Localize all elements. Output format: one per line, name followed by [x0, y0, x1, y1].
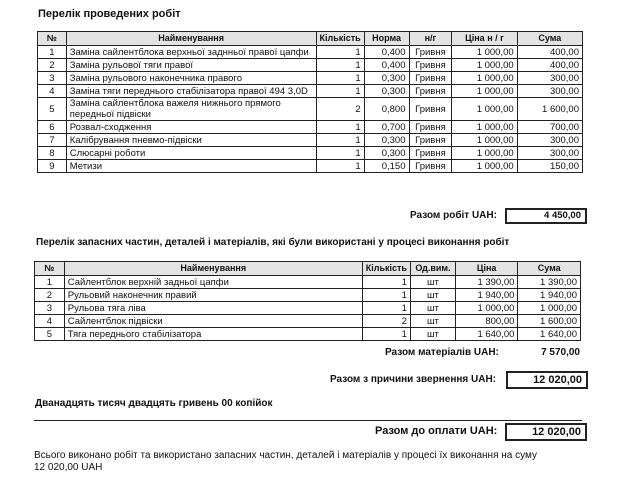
row-number: 4 [35, 315, 65, 328]
works-col-name: Найменування [66, 32, 316, 46]
work-norm: 0,800 [364, 98, 409, 121]
works-col-norm: Норма [364, 32, 409, 46]
parts-col-qty: Кількість [362, 262, 410, 276]
work-price: 1 000,00 [452, 59, 517, 72]
work-qty: 1 [316, 85, 364, 98]
part-name: Сайлентблок підвіски [64, 315, 362, 328]
parts-total-label: Разом матеріалів UAH: [385, 347, 499, 358]
work-norm: 0,700 [364, 121, 409, 134]
table-row [38, 147, 583, 160]
work-qty: 2 [316, 98, 364, 121]
row-number: 1 [38, 46, 67, 59]
work-name: Заміна тяги переднього стабілізатора правої 494 3,0D [66, 85, 316, 98]
parts-total-value: 7 570,00 [541, 347, 580, 358]
work-sum: 150,00 [517, 160, 582, 173]
work-norm: 0,150 [364, 160, 409, 173]
works-table [37, 31, 583, 173]
work-qty: 1 [316, 59, 364, 72]
amount-in-words: Дванадцять тисяч двадцять гривень 00 копійок [35, 398, 273, 409]
work-name: Заміна рульової тяги правої [66, 59, 316, 72]
work-name: Заміна рульового наконечника правого [66, 72, 316, 85]
work-name: Заміна сайлентблока верхньої заднньої правої цапфи [66, 46, 316, 59]
work-unit: Гривня [409, 134, 452, 147]
work-unit: Гривня [409, 85, 452, 98]
work-unit: Гривня [409, 121, 452, 134]
table-row [35, 315, 581, 328]
row-number: 2 [35, 289, 65, 302]
work-name: Калібрування пневмо-підвіски [66, 134, 316, 147]
parts-table [34, 261, 581, 341]
work-unit: Гривня [409, 160, 452, 173]
parts-header-row [35, 262, 581, 276]
part-sum: 1 640,00 [518, 328, 581, 341]
works-total-label: Разом робіт UAH: [410, 210, 497, 221]
row-number: 5 [38, 98, 67, 121]
work-name: Метизи [66, 160, 316, 173]
table-row [35, 328, 581, 341]
work-qty: 1 [316, 121, 364, 134]
work-sum: 300,00 [517, 147, 582, 160]
work-price: 1 000,00 [452, 134, 517, 147]
part-unit: шт [410, 315, 455, 328]
work-price: 1 000,00 [452, 46, 517, 59]
work-unit: Гривня [409, 59, 452, 72]
work-price: 1 000,00 [452, 160, 517, 173]
part-qty: 1 [362, 276, 410, 289]
works-title: Перелік проведених робіт [38, 8, 181, 20]
work-sum: 1 600,00 [517, 98, 582, 121]
row-number: 4 [38, 85, 67, 98]
table-row [35, 276, 581, 289]
works-header-row [38, 32, 583, 46]
work-unit: Гривня [409, 46, 452, 59]
parts-col-name: Найменування [64, 262, 362, 276]
works-total-value: 4 450,00 [505, 208, 587, 224]
part-price: 1 940,00 [455, 289, 518, 302]
summary-note-line1: Всього виконано робіт та використано запасних частин, деталей і матеріалів у процесі їх виконання на суму [34, 450, 538, 461]
part-price: 1 000,00 [455, 302, 518, 315]
part-sum: 1 000,00 [518, 302, 581, 315]
pay-value: 12 020,00 [505, 423, 587, 441]
row-number: 6 [38, 121, 67, 134]
parts-title: Перелік запасних частин, деталей і матеріалів, які були використані у процесі виконання робіт [36, 237, 510, 248]
works-col-qty: Кількість [316, 32, 364, 46]
work-norm: 0,300 [364, 72, 409, 85]
row-number: 9 [38, 160, 67, 173]
work-price: 1 000,00 [452, 72, 517, 85]
parts-col-unit: Од.вим. [410, 262, 455, 276]
part-price: 1 390,00 [455, 276, 518, 289]
work-sum: 300,00 [517, 72, 582, 85]
table-row [35, 302, 581, 315]
table-row [38, 160, 583, 173]
table-row [38, 85, 583, 98]
work-price: 1 000,00 [452, 147, 517, 160]
parts-col-sum: Сума [518, 262, 581, 276]
divider [34, 420, 582, 421]
table-row [38, 46, 583, 59]
row-number: 1 [35, 276, 65, 289]
works-col-unit: н/г [409, 32, 452, 46]
work-norm: 0,400 [364, 59, 409, 72]
table-row [35, 289, 581, 302]
row-number: 8 [38, 147, 67, 160]
work-norm: 0,300 [364, 147, 409, 160]
table-row [38, 98, 583, 121]
part-qty: 1 [362, 302, 410, 315]
part-name: Тяга переднього стабілізатора [64, 328, 362, 341]
work-price: 1 000,00 [452, 98, 517, 121]
work-qty: 1 [316, 46, 364, 59]
part-unit: шт [410, 328, 455, 341]
pay-label: Разом до оплати UAH: [375, 425, 498, 437]
work-name: Розвал-сходження [66, 121, 316, 134]
work-name: Слюсарні роботи [66, 147, 316, 160]
works-col-price: Ціна н / г [452, 32, 517, 46]
table-row [38, 134, 583, 147]
work-norm: 0,300 [364, 134, 409, 147]
part-sum: 1 600,00 [518, 315, 581, 328]
row-number: 3 [35, 302, 65, 315]
part-name: Сайлентблок верхній задньої цапфи [64, 276, 362, 289]
table-row [38, 121, 583, 134]
row-number: 5 [35, 328, 65, 341]
part-name: Рульова тяга ліва [64, 302, 362, 315]
part-qty: 2 [362, 315, 410, 328]
work-unit: Гривня [409, 147, 452, 160]
work-sum: 400,00 [517, 46, 582, 59]
part-unit: шт [410, 302, 455, 315]
part-sum: 1 940,00 [518, 289, 581, 302]
row-number: 7 [38, 134, 67, 147]
work-price: 1 000,00 [452, 85, 517, 98]
work-unit: Гривня [409, 72, 452, 85]
row-number: 2 [38, 59, 67, 72]
work-qty: 1 [316, 147, 364, 160]
work-qty: 1 [316, 134, 364, 147]
work-norm: 0,300 [364, 85, 409, 98]
parts-col-num: № [35, 262, 65, 276]
work-name: Заміна сайлентблока важеля нижнього прямого передньої підвіски [66, 98, 316, 121]
part-unit: шт [410, 289, 455, 302]
table-row [38, 59, 583, 72]
part-unit: шт [410, 276, 455, 289]
work-qty: 1 [316, 72, 364, 85]
parts-col-price: Ціна [455, 262, 518, 276]
row-number: 3 [38, 72, 67, 85]
part-name: Рульовий наконечник правий [64, 289, 362, 302]
part-price: 1 640,00 [455, 328, 518, 341]
work-qty: 1 [316, 160, 364, 173]
work-sum: 300,00 [517, 85, 582, 98]
works-col-num: № [38, 32, 67, 46]
reason-total-value: 12 020,00 [506, 371, 588, 389]
part-qty: 1 [362, 328, 410, 341]
work-norm: 0,400 [364, 46, 409, 59]
work-sum: 700,00 [517, 121, 582, 134]
table-row [38, 72, 583, 85]
work-unit: Гривня [409, 98, 452, 121]
works-col-sum: Сума [517, 32, 582, 46]
summary-note-line2: 12 020,00 UAH [34, 462, 103, 473]
part-sum: 1 390,00 [518, 276, 581, 289]
work-sum: 400,00 [517, 59, 582, 72]
work-price: 1 000,00 [452, 121, 517, 134]
reason-total-label: Разом з причини звернення UAH: [330, 374, 497, 385]
work-sum: 300,00 [517, 134, 582, 147]
part-qty: 1 [362, 289, 410, 302]
part-price: 800,00 [455, 315, 518, 328]
